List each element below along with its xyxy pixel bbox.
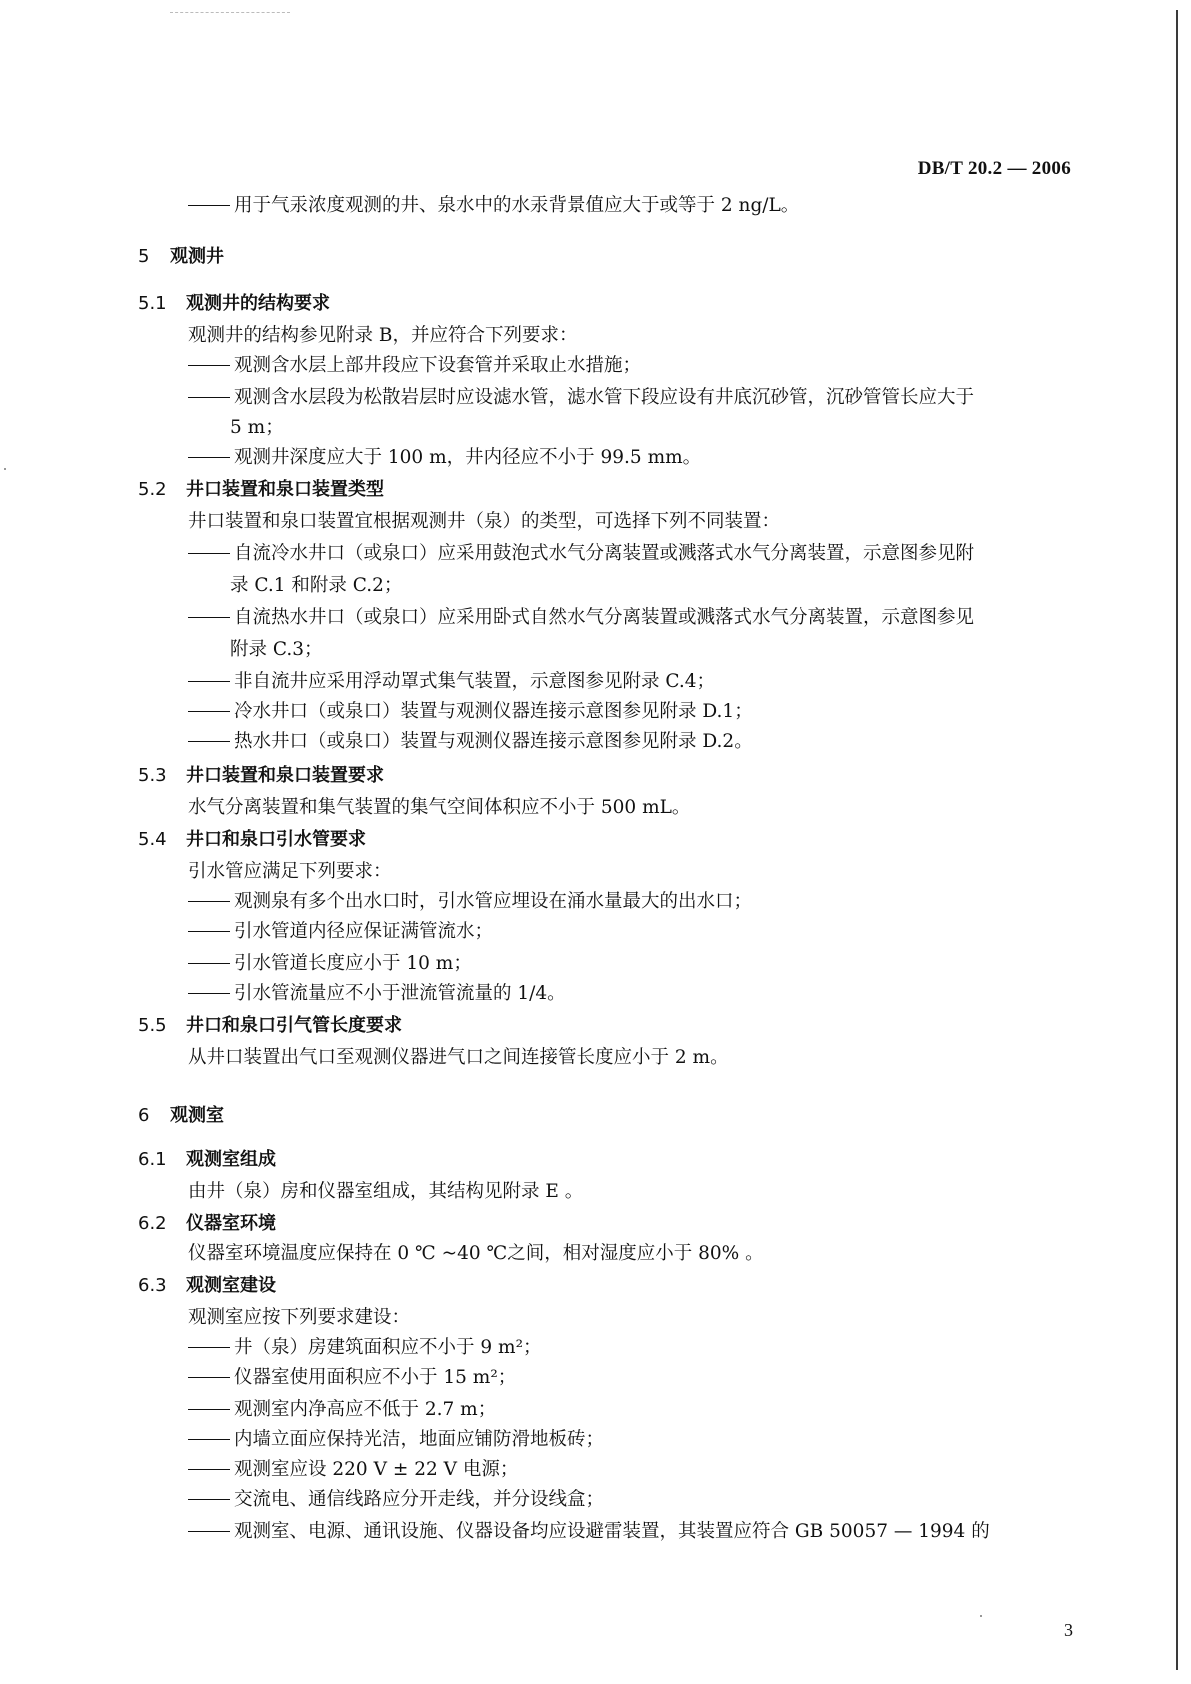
em-dash-bullet <box>188 711 230 712</box>
chapter-heading <box>138 245 224 269</box>
list-item-text: 观测泉有多个出水口时，引水管应埋设在涌水量最大的出水口； <box>234 891 753 912</box>
scan-top-mark <box>170 12 290 14</box>
body-paragraph: 仪器室环境温度应保持在 0 ℃ ~40 ℃之间，相对湿度应小于 80% 。 <box>188 1243 764 1264</box>
list-item-text: 观测室内净高应不低于 2.7 m； <box>234 1399 497 1420</box>
section-number: 5 <box>138 246 150 267</box>
section-number: 6.2 <box>138 1213 167 1234</box>
section-heading <box>138 1274 276 1298</box>
list-item-text: 引水管道内径应保证满管流水； <box>234 921 494 942</box>
list-item-text: 引水管流量应不小于泄流管流量的 1/4。 <box>234 983 566 1004</box>
section-title: 观测室 <box>170 1105 224 1126</box>
section-title: 观测室组成 <box>186 1149 276 1170</box>
list-item <box>188 1366 516 1390</box>
em-dash-bullet <box>188 457 230 458</box>
em-dash-bullet <box>188 1531 230 1532</box>
section-title: 井口和泉口引水管要求 <box>186 829 366 850</box>
section-heading <box>138 1148 276 1172</box>
list-item <box>188 1458 518 1482</box>
list-item-text: 用于气汞浓度观测的井、泉水中的水汞背景值应大于或等于 2 ng/L。 <box>234 195 800 216</box>
em-dash-bullet <box>188 397 230 398</box>
list-item <box>188 1336 542 1360</box>
list-item <box>188 1428 604 1452</box>
em-dash-bullet <box>188 741 230 742</box>
section-title: 观测井 <box>170 246 224 267</box>
em-dash-bullet <box>188 931 230 932</box>
list-item-text: 观测井深度应大于 100 m，井内径应不小于 99.5 mm。 <box>234 447 702 468</box>
section-title: 井口和泉口引气管长度要求 <box>186 1015 402 1036</box>
list-item-continuation: 录 C.1 和附录 C.2； <box>230 575 403 596</box>
list-item-continuation: 5 m； <box>230 417 284 438</box>
section-heading <box>138 292 330 316</box>
list-item-text: 冷水井口（或泉口）装置与观测仪器连接示意图参见附录 D.1； <box>234 701 753 722</box>
section-number: 5.1 <box>138 293 167 314</box>
section-number: 5.2 <box>138 479 167 500</box>
em-dash-bullet <box>188 901 230 902</box>
em-dash-bullet <box>188 365 230 366</box>
em-dash-bullet <box>188 617 230 618</box>
list-item-text: 观测室、电源、通讯设施、仪器设备均应设避雷装置，其装置应符合 GB 50057 — 1994 的 <box>234 1521 990 1542</box>
em-dash-bullet <box>188 1377 230 1378</box>
section-heading <box>138 764 384 788</box>
list-item <box>188 1488 604 1512</box>
list-item <box>188 982 566 1006</box>
scan-speck <box>980 1615 982 1617</box>
em-dash-bullet <box>188 1409 230 1410</box>
body-paragraph: 水气分离装置和集气装置的集气空间体积应不小于 500 mL。 <box>188 797 691 818</box>
em-dash-bullet <box>188 993 230 994</box>
em-dash-bullet <box>188 1347 230 1348</box>
list-item <box>188 386 974 410</box>
list-item-text: 观测室应设 220 V ± 22 V 电源； <box>234 1459 519 1480</box>
list-item-text: 交流电、通信线路应分开走线，并分设线盒； <box>234 1489 605 1510</box>
list-item <box>188 730 753 754</box>
list-item-text: 自流冷水井口（或泉口）应采用鼓泡式水气分离装置或溅落式水气分离装置，示意图参见附 <box>234 543 975 564</box>
list-item <box>188 670 715 694</box>
section-number: 6.3 <box>138 1275 167 1296</box>
body-paragraph: 观测井的结构参见附录 B，并应符合下列要求： <box>188 325 578 346</box>
section-number: 6.1 <box>138 1149 167 1170</box>
em-dash-bullet <box>188 553 230 554</box>
chapter-heading <box>138 1104 224 1128</box>
list-item-continuation: 附录 C.3； <box>230 639 323 660</box>
body-paragraph: 观测室应按下列要求建设： <box>188 1307 411 1328</box>
list-item <box>188 446 701 470</box>
list-item <box>188 1398 496 1422</box>
list-item <box>188 194 799 218</box>
standard-code-header: DB/T 20.2 — 2006 <box>917 158 1071 179</box>
list-item-text: 引水管道长度应小于 10 m； <box>234 953 472 974</box>
list-item-text: 非自流井应采用浮动罩式集气装置，示意图参见附录 C.4； <box>234 671 716 692</box>
list-item-text: 观测含水层上部井段应下设套管并采取止水措施； <box>234 355 642 376</box>
section-title: 仪器室环境 <box>186 1213 276 1234</box>
em-dash-bullet <box>188 1439 230 1440</box>
section-title: 观测井的结构要求 <box>186 293 330 314</box>
body-paragraph: 引水管应满足下列要求： <box>188 861 392 882</box>
em-dash-bullet <box>188 205 230 206</box>
section-title: 观测室建设 <box>186 1275 276 1296</box>
section-number: 5.3 <box>138 765 167 786</box>
em-dash-bullet <box>188 963 230 964</box>
section-heading <box>138 478 384 502</box>
list-item <box>188 606 974 630</box>
list-item-text: 观测含水层段为松散岩层时应设滤水管，滤水管下段应设有井底沉砂管，沉砂管管长应大于 <box>234 387 975 408</box>
list-item <box>188 952 472 976</box>
section-heading <box>138 1212 276 1236</box>
scan-binding-edge <box>1176 10 1178 1670</box>
em-dash-bullet <box>188 1499 230 1500</box>
list-item <box>188 700 753 724</box>
body-paragraph: 由井（泉）房和仪器室组成，其结构见附录 E 。 <box>188 1181 584 1202</box>
section-title: 井口装置和泉口装置要求 <box>186 765 384 786</box>
list-item <box>188 920 493 944</box>
em-dash-bullet <box>188 681 230 682</box>
list-item-text: 热水井口（或泉口）装置与观测仪器连接示意图参见附录 D.2。 <box>234 731 753 752</box>
section-title: 井口装置和泉口装置类型 <box>186 479 384 500</box>
list-item <box>188 542 974 566</box>
list-item-text: 自流热水井口（或泉口）应采用卧式自然水气分离装置或溅落式水气分离装置，示意图参见 <box>234 607 975 628</box>
section-heading <box>138 828 366 852</box>
list-item <box>188 890 752 914</box>
section-number: 5.5 <box>138 1015 167 1036</box>
list-item-text: 井（泉）房建筑面积应不小于 9 m²； <box>234 1337 542 1358</box>
page-number: 3 <box>1064 1620 1073 1640</box>
list-item <box>188 1520 990 1544</box>
section-heading <box>138 1014 402 1038</box>
section-number: 6 <box>138 1105 150 1126</box>
scan-speck <box>4 468 6 470</box>
list-item-text: 仪器室使用面积应不小于 15 m²； <box>234 1367 517 1388</box>
section-number: 5.4 <box>138 829 167 850</box>
body-paragraph: 井口装置和泉口装置宜根据观测井（泉）的类型，可选择下列不同装置： <box>188 511 781 532</box>
list-item-text: 内墙立面应保持光洁，地面应铺防滑地板砖； <box>234 1429 605 1450</box>
em-dash-bullet <box>188 1469 230 1470</box>
list-item <box>188 354 641 378</box>
body-paragraph: 从井口装置出气口至观测仪器进气口之间连接管长度应小于 2 m。 <box>188 1047 729 1068</box>
